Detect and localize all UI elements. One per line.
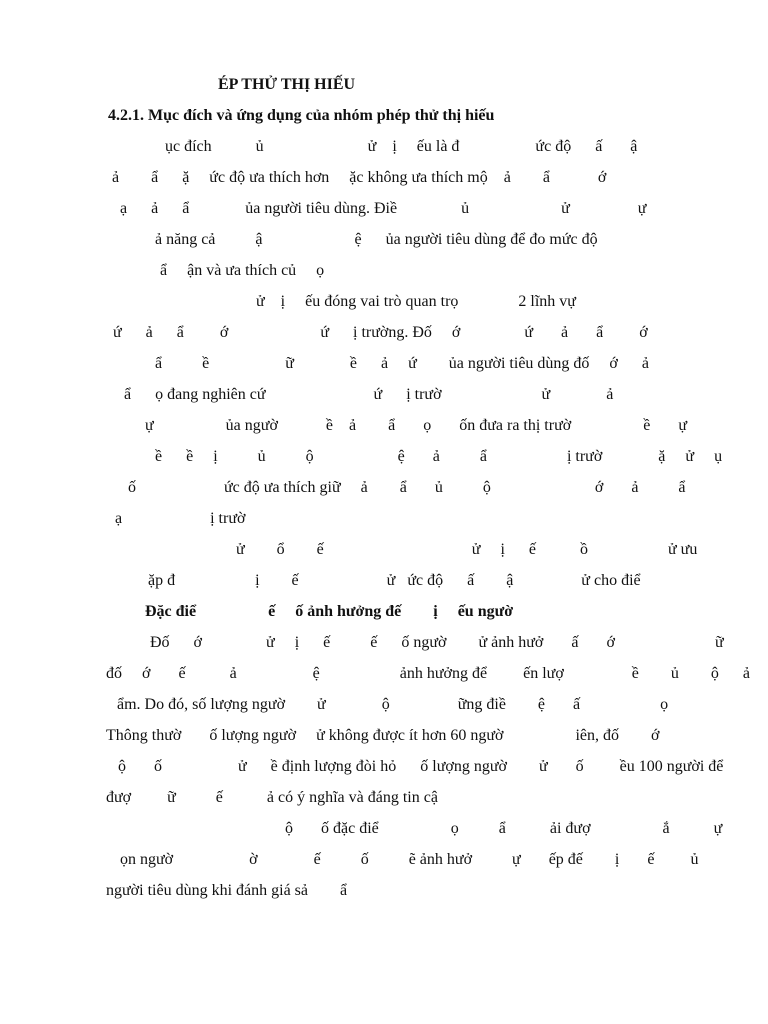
paragraph-line: ặp đ ị ế ử ức độ ấ ậ ử cho điể xyxy=(148,572,641,589)
paragraph-line: ả ẩ ặ ức độ ưa thích hơn ặc không ưa thích mộ ả ẩ ớ xyxy=(112,169,607,186)
paragraph-line: đố ớ ế ả ệ ảnh hưởng để ến lượ ề ủ ộ ả xyxy=(106,665,750,682)
paragraph-line: Đố ớ ử ị ế ế ố ngườ ử ảnh hưở ấ ớ ữ xyxy=(150,634,724,651)
paragraph-line: ạ ả ẩ ủa người tiêu dùng. Điề ủ ử ự xyxy=(120,200,647,217)
paragraph-line: ả năng cả ậ ệ ủa người tiêu dùng để đo mức độ xyxy=(155,231,598,248)
paragraph-line: ọn ngườ ờ ế ố ẽ ảnh hưở ự ếp đế ị ế ủ xyxy=(120,851,699,868)
paragraph-line: ục đích ủ ử ị ếu là đ ức độ ấ ậ xyxy=(165,138,638,155)
paragraph-line: ẩm. Do đó, số lượng ngườ ử ộ ững điề ệ ấ ọ xyxy=(117,696,669,713)
subheading: Đặc điể ế ố ảnh hưởng đế ị ếu ngườ xyxy=(145,603,514,620)
paragraph-line: ẩ ề ữ ề ả ứ ủa người tiêu dùng đố ớ ả xyxy=(155,355,649,372)
paragraph-line: ộ ố đặc điể ọ ẩ ải đượ ắ ự xyxy=(285,820,723,837)
paragraph-line: ự ủa ngườ ề ả ẩ ọ ốn đưa ra thị trườ ề ự xyxy=(145,417,687,434)
paragraph-line: Thông thườ ố lượng ngườ ử không được ít hơn 60 ngườ iên, đố ớ xyxy=(106,727,660,744)
paragraph-line: ứ ả ẩ ớ ứ ị trường. Đố ớ ứ ả ẩ ớ xyxy=(113,324,648,341)
document-title: ÉP THỬ THỊ HIẾU xyxy=(218,76,356,93)
paragraph-line: ộ ố ử ề định lượng đòi hỏ ố lượng ngườ ử ố ều 100 người để xyxy=(118,758,724,775)
paragraph-line: ẩ ận và ưa thích củ ọ xyxy=(160,262,325,279)
paragraph-line: ử ị ếu đóng vai trò quan trọ 2 lĩnh vự xyxy=(256,293,576,310)
paragraph-line: người tiêu dùng khi đánh giá sả ẩ xyxy=(106,882,348,899)
paragraph-line: ố ức độ ưa thích giữ ả ẩ ủ ộ ớ ả ẩ xyxy=(128,479,686,496)
paragraph-line: ẩ ọ đang nghiên cứ ứ ị trườ ử ả xyxy=(124,386,614,403)
paragraph-line: ạ ị trườ xyxy=(115,510,246,527)
paragraph-line: ề ề ị ủ ộ ệ ả ẩ ị trườ ặ ử ụ xyxy=(155,448,723,465)
paragraph-line: ử ổ ế ử ị ế ồ ử ưu xyxy=(236,541,698,558)
paragraph-line: đượ ữ ế ả có ý nghĩa và đáng tin cậ xyxy=(106,789,438,806)
section-heading: 4.2.1. Mục đích và ứng dụng của nhóm phép thử thị hiếu xyxy=(108,107,495,124)
